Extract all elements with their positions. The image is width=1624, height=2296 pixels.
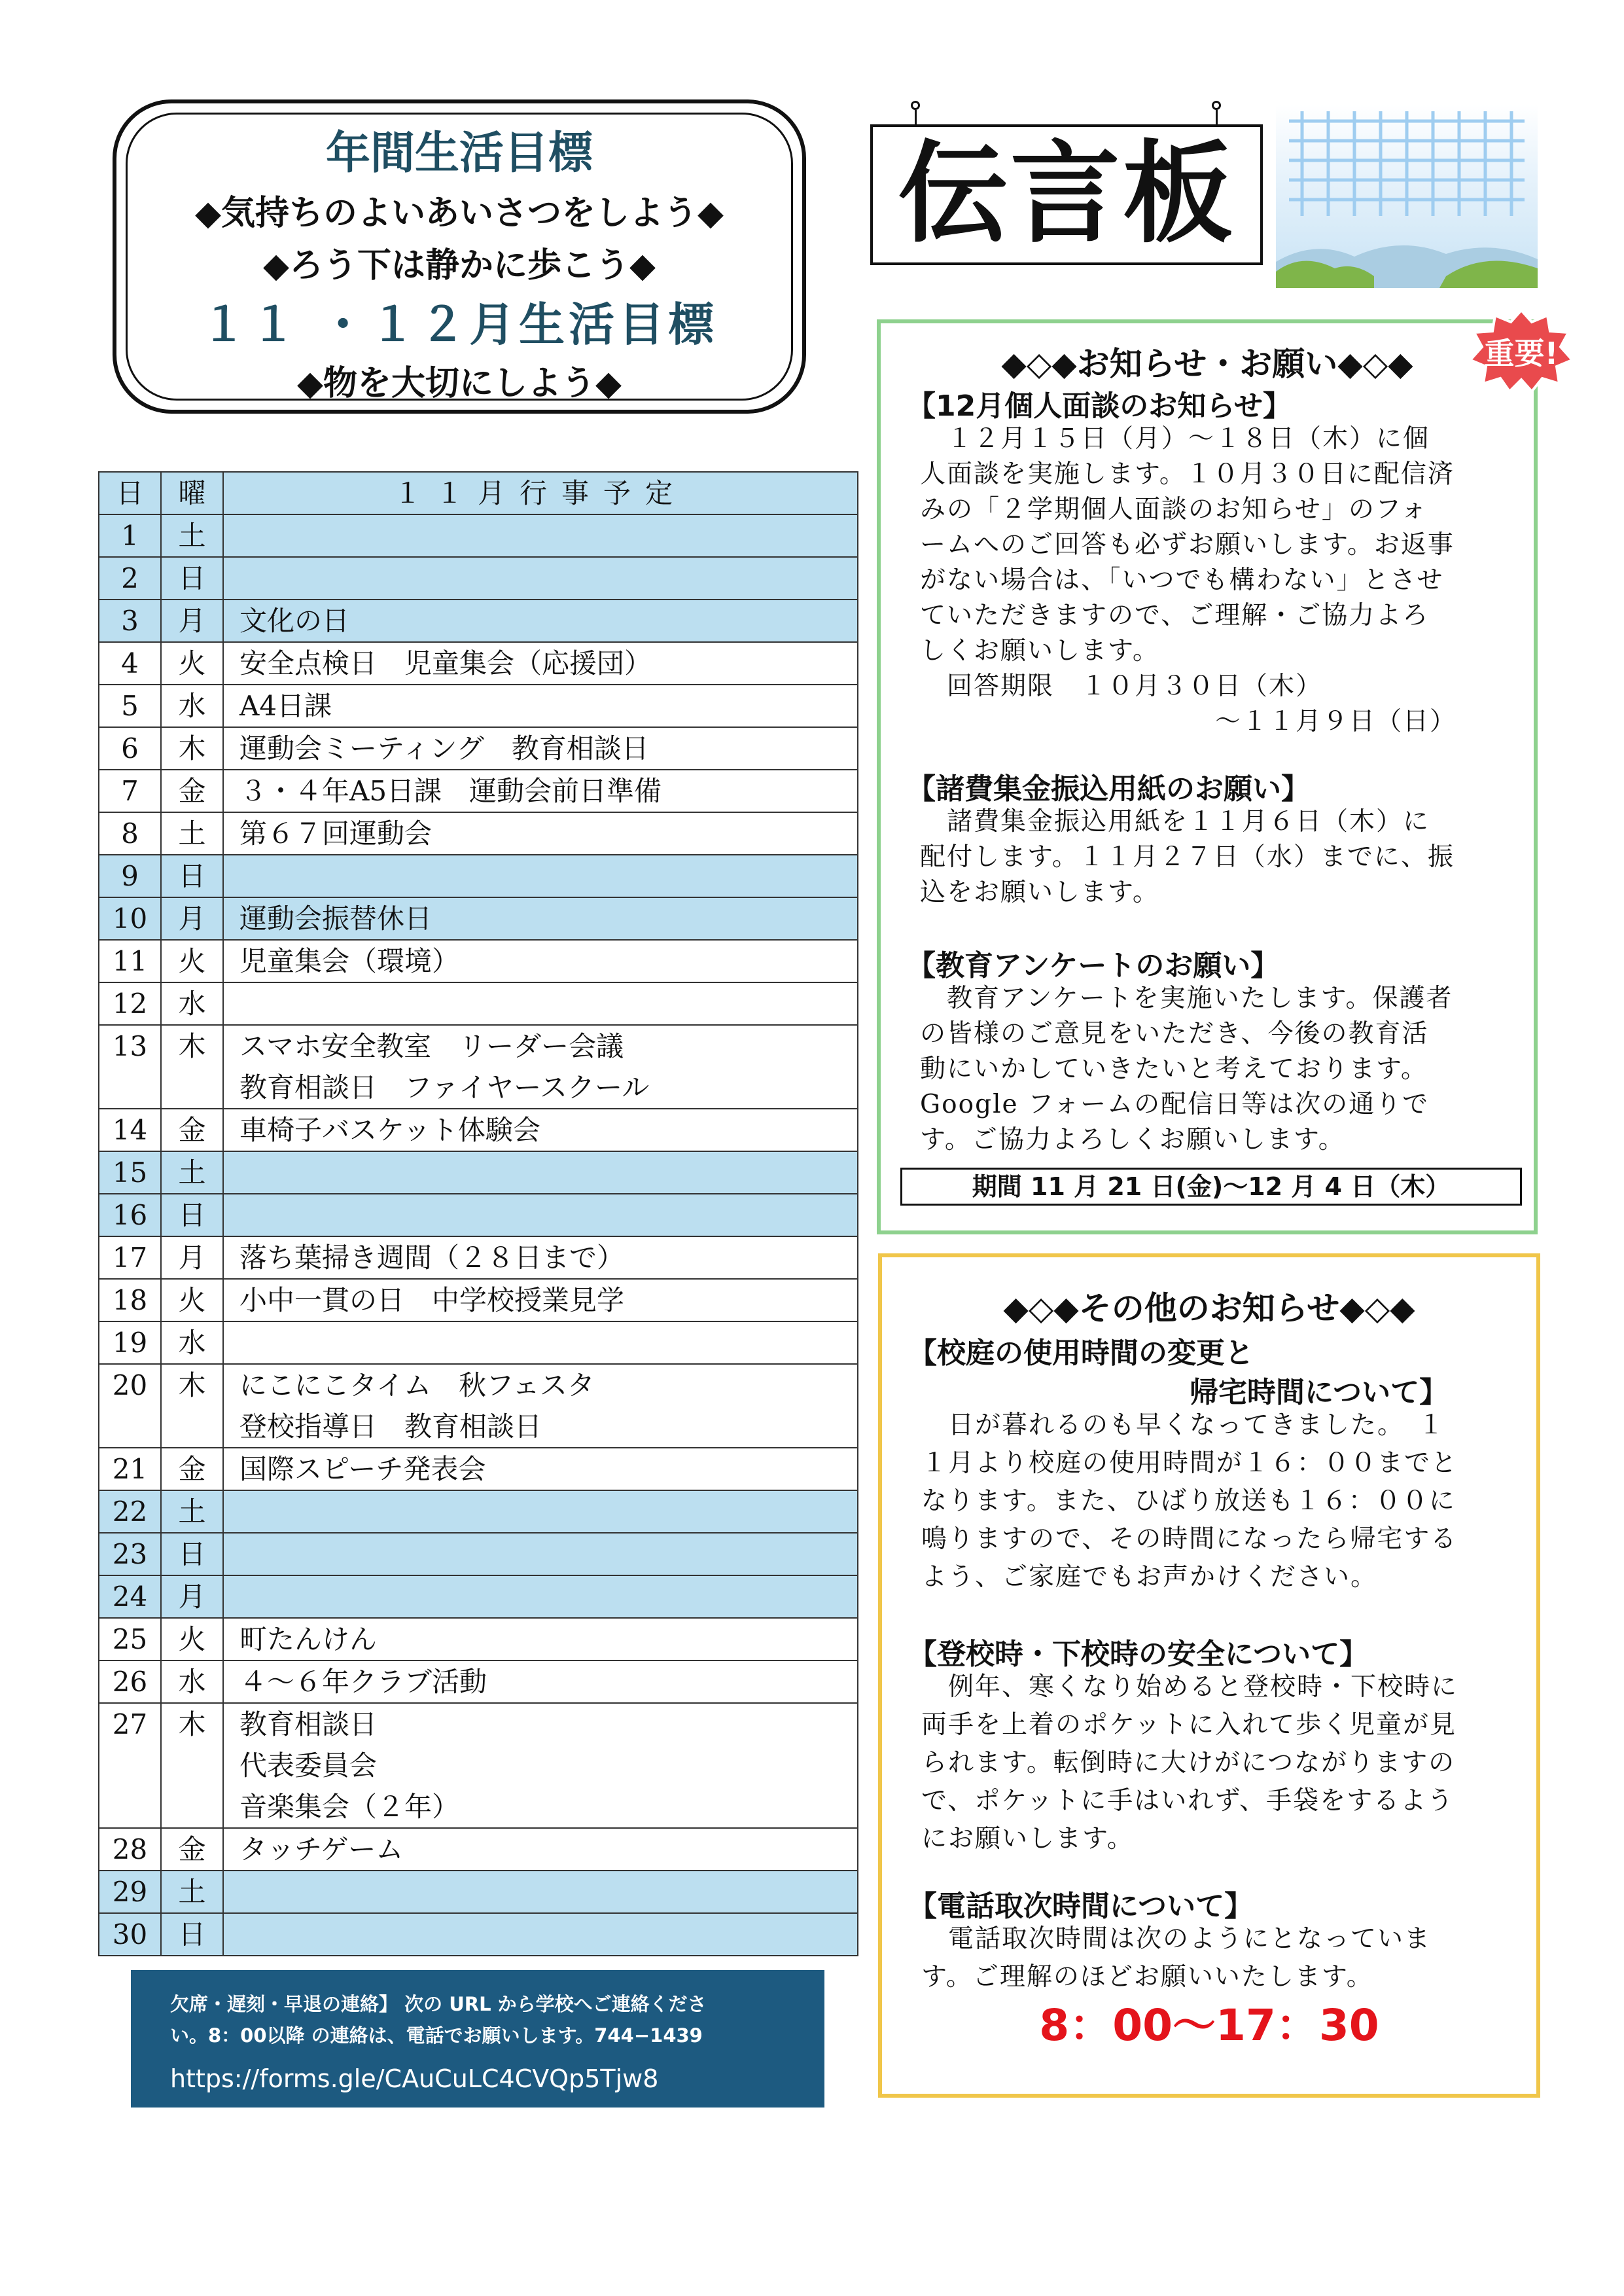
table-row [99, 1828, 858, 1871]
weekday-cell: 水 [161, 1321, 223, 1364]
events-cell [223, 514, 858, 557]
day-cell: 11 [99, 940, 161, 982]
weekday-cell: 月 [161, 600, 223, 642]
event-text [239, 983, 857, 1024]
table-row [99, 514, 858, 557]
events-cell [223, 727, 858, 770]
day-cell: 5 [99, 685, 161, 727]
events-cell [223, 770, 858, 812]
paragraph-line: 教育アンケートを実施いたします。保護者 [920, 984, 1453, 1013]
other-notices-box [878, 1253, 1540, 2098]
weekday-cell: 金 [161, 1109, 223, 1151]
table-row [99, 557, 858, 600]
weekday-cell: 木 [161, 1025, 223, 1109]
event-text [239, 1914, 857, 1955]
table-row [99, 1025, 858, 1109]
day-cell: 4 [99, 642, 161, 685]
events-cell [223, 982, 858, 1025]
day-cell: 30 [99, 1913, 161, 1956]
event-text: 国際スピーチ発表会 [239, 1453, 486, 1485]
table-row [99, 1364, 858, 1448]
playground-heading-2: 帰宅時間について】 [1190, 1376, 1449, 1409]
weekday-cell: 木 [161, 1703, 223, 1828]
badge-text: 重要! [1484, 336, 1559, 371]
annual-goal-1: ◆気持ちのよいあいさつをしよう◆ [195, 194, 724, 233]
events-cell [223, 1364, 858, 1448]
events-cell [223, 1321, 858, 1364]
event-text: 代表委員会 [239, 1749, 378, 1782]
weekday-cell: 水 [161, 982, 223, 1025]
day-cell: 13 [99, 1025, 161, 1109]
sign-hook-icon [1212, 101, 1221, 127]
event-text: 教育相談日 [239, 1708, 378, 1740]
sky-illustration [1276, 105, 1538, 288]
day-cell: 25 [99, 1618, 161, 1660]
events-cell [223, 600, 858, 642]
day-cell: 22 [99, 1490, 161, 1533]
events-cell [223, 1236, 858, 1279]
weekday-cell: 日 [161, 557, 223, 600]
table-row [99, 1703, 858, 1828]
events-cell [223, 940, 858, 982]
day-cell: 23 [99, 1533, 161, 1575]
weekday-cell: 木 [161, 727, 223, 770]
events-cell [223, 812, 858, 855]
events-cell [223, 1490, 858, 1533]
contact-form-link[interactable]: https://forms.gle/CAuCuLC4CVQp5Tjw8 [170, 2064, 659, 2093]
paragraph-line: 人面談を実施します。１０月３０日に配信済 [920, 459, 1455, 489]
table-row [99, 855, 858, 897]
day-cell: 21 [99, 1448, 161, 1490]
other-title: ◆◇◆その他のお知らせ◆◇◆ [1003, 1289, 1415, 1327]
phone-hours: 8：00～17：30 [1039, 2000, 1379, 2051]
paragraph-line: 込をお願いします。 [920, 878, 1159, 907]
notice-title: ◆◇◆お知らせ・お願い◆◇◆ [1001, 345, 1413, 383]
weekday-cell: 日 [161, 1194, 223, 1236]
paragraph-line: にお願いします。 [921, 1824, 1134, 1854]
contact-line-1: 欠席・遅刻・早退の連絡】 次の URL から学校へご連絡くださ [170, 1993, 707, 2015]
survey-heading: 【教育アンケートのお願い】 [907, 949, 1280, 982]
day-cell: 10 [99, 897, 161, 940]
survey-period: 期間 11 月 21 日(金)～12 月 4 日（木） [900, 1168, 1522, 1206]
day-cell: 2 [99, 557, 161, 600]
paragraph-line: １２月１５日（月）～１８日（木）に個 [920, 424, 1430, 454]
paragraph-line: よう、ご家庭でもお声かけください。 [921, 1562, 1378, 1592]
events-cell [223, 1448, 858, 1490]
day-cell: 18 [99, 1279, 161, 1321]
day-cell: 26 [99, 1660, 161, 1703]
weekday-cell: 金 [161, 770, 223, 812]
event-text: 児童集会（環境） [239, 945, 460, 977]
events-cell [223, 897, 858, 940]
event-text [239, 1322, 857, 1363]
paragraph-line: １月より校庭の使用時間が１６：００までと [921, 1448, 1458, 1478]
important-badge [1469, 308, 1574, 393]
day-cell: 19 [99, 1321, 161, 1364]
day-header: 日 [99, 472, 161, 514]
event-text: 安全点検日 児童集会（応援団） [239, 647, 652, 679]
paragraph-line: ていただきますので、ご理解・ご協力よろ [920, 601, 1430, 630]
weekday-cell: 日 [161, 1913, 223, 1956]
events-cell [223, 1109, 858, 1151]
paragraph-line: す。ご理解のほどお願いいたします。 [921, 1962, 1373, 1992]
playground-heading-1: 【校庭の使用時間の変更と [908, 1336, 1254, 1370]
monthly-goal-1: ◆物を大切にしよう◆ [297, 364, 622, 403]
paragraph-line: ームへのご回答も必ずお願いします。お返事 [920, 530, 1455, 560]
phone-heading: 【電話取次時間について】 [908, 1890, 1254, 1923]
table-row [99, 1533, 858, 1575]
event-text: 音楽集会（２年） [239, 1791, 460, 1823]
events-cell [223, 1703, 858, 1828]
paragraph-line: 配付します。１１月２７日（水）までに、振 [920, 842, 1455, 872]
weekday-cell: 月 [161, 1236, 223, 1279]
event-text [239, 1491, 857, 1532]
event-text: 車椅子バスケット体験会 [239, 1114, 540, 1146]
paragraph-line: の皆様のご意見をいただき、今後の教育活 [920, 1019, 1429, 1049]
dengonban-sign [870, 124, 1263, 265]
day-cell: 17 [99, 1236, 161, 1279]
table-row [99, 897, 858, 940]
paragraph-line: す。ご協力よろしくお願いします。 [920, 1125, 1345, 1155]
event-text: スマホ安全教室 リーダー会議 [239, 1030, 624, 1062]
event-text [239, 855, 857, 897]
paragraph-line: 動にいかしていきたいと考えております。 [920, 1054, 1428, 1084]
table-row [99, 727, 858, 770]
sign-hook-icon [911, 101, 920, 127]
table-row [99, 1109, 858, 1151]
weekday-cell: 金 [161, 1828, 223, 1871]
events-cell [223, 1025, 858, 1109]
event-text: 町たんけん [239, 1623, 378, 1655]
sky-landscape-icon [1276, 105, 1538, 288]
paragraph-line: 諸費集金振込用紙を１１月６日（木）に [920, 807, 1430, 836]
day-cell: 1 [99, 514, 161, 557]
weekday-cell: 土 [161, 1151, 223, 1194]
notice-box [877, 319, 1538, 1234]
events-cell [223, 557, 858, 600]
paragraph-line: 鳴りますので、その時間になったら帰宅する [921, 1524, 1458, 1554]
day-cell: 27 [99, 1703, 161, 1828]
table-row [99, 1321, 858, 1364]
events-cell [223, 1575, 858, 1618]
event-text: 登校指導日 教育相談日 [239, 1410, 542, 1443]
table-row [99, 1913, 858, 1956]
weekday-header: 曜 [161, 472, 223, 514]
life-goals-box [113, 99, 806, 414]
absence-contact-box [131, 1970, 824, 2108]
day-cell: 15 [99, 1151, 161, 1194]
paragraph-line: Google フォームの配信日等は次の通りで [920, 1090, 1430, 1119]
contact-line-2: い。8：00以降 の連絡は、電話でお願いします。744−1439 [170, 2024, 703, 2047]
paragraph-line: 電話取次時間は次のようにとなっていま [921, 1924, 1432, 1954]
weekday-cell: 火 [161, 642, 223, 685]
table-row [99, 1660, 858, 1703]
paragraph-line: なります。また、ひばり放送も１６：００に [921, 1486, 1456, 1516]
day-cell: 16 [99, 1194, 161, 1236]
events-header: １１月行事予定 [223, 472, 858, 514]
events-cell [223, 855, 858, 897]
weekday-cell: 日 [161, 1533, 223, 1575]
table-row [99, 685, 858, 727]
events-cell [223, 1279, 858, 1321]
weekday-cell: 土 [161, 1871, 223, 1913]
day-cell: 14 [99, 1109, 161, 1151]
day-cell: 3 [99, 600, 161, 642]
events-cell [223, 1151, 858, 1194]
event-text: 小中一貫の日 中学校授業見学 [239, 1284, 625, 1316]
event-text: 運動会ミーティング 教育相談日 [239, 732, 649, 764]
weekday-cell: 火 [161, 1279, 223, 1321]
event-text: 落ち葉掃き週間（２８日まで） [239, 1242, 625, 1274]
day-cell: 20 [99, 1364, 161, 1448]
paragraph-line: で、ポケットに手はいれず、手袋をするよう [921, 1786, 1455, 1816]
table-row [99, 770, 858, 812]
table-row [99, 1279, 858, 1321]
board-title: 伝言板 [898, 130, 1235, 258]
events-cell [223, 642, 858, 685]
weekday-cell: 土 [161, 1490, 223, 1533]
table-row [99, 1575, 858, 1618]
event-text [239, 1576, 857, 1617]
event-text: 運動会振替休日 [239, 903, 432, 935]
table-row [99, 940, 858, 982]
contact-text [170, 1988, 785, 2051]
paragraph-line: がない場合は、「いつでも構わない」とさせ [920, 565, 1444, 595]
event-text [239, 1194, 857, 1236]
safety-heading: 【登校時・下校時の安全について】 [908, 1638, 1369, 1671]
annual-goals-title: 年間生活目標 [325, 128, 593, 179]
table-row [99, 982, 858, 1025]
weekday-cell: 火 [161, 940, 223, 982]
table-row [99, 642, 858, 685]
events-cell [223, 1913, 858, 1956]
events-cell [223, 1618, 858, 1660]
paragraph-line: 日が暮れるのも早くなってきました。 １ [921, 1410, 1445, 1440]
event-text: 第６７回運動会 [239, 817, 432, 850]
day-cell: 28 [99, 1828, 161, 1871]
weekday-cell: 日 [161, 855, 223, 897]
paragraph-line: 例年、寒くなり始めると登校時・下校時に [921, 1672, 1458, 1702]
event-text [239, 515, 857, 556]
weekday-cell: 月 [161, 897, 223, 940]
annual-goal-2: ◆ろう下は静かに歩こう◆ [263, 246, 656, 285]
paragraph-line: みの「２学期個人面談のお知らせ」のフォ [920, 495, 1428, 524]
day-cell: 8 [99, 812, 161, 855]
table-header-row [99, 472, 858, 514]
monthly-goals-title: １１ ・１２月生活目標 [200, 298, 718, 351]
event-text [239, 1152, 857, 1193]
event-text: ３・４年A5日課 運動会前日準備 [239, 775, 662, 807]
paragraph-line: しくお願いします。 [920, 636, 1159, 666]
day-cell: 6 [99, 727, 161, 770]
interview-heading: 【12月個人面談のお知らせ】 [907, 389, 1292, 423]
november-events-table [98, 471, 858, 1956]
table-row [99, 1151, 858, 1194]
event-text [239, 1534, 857, 1575]
weekday-cell: 金 [161, 1448, 223, 1490]
event-text [239, 1871, 857, 1912]
table-row [99, 1194, 858, 1236]
events-cell [223, 1194, 858, 1236]
table-row [99, 600, 858, 642]
weekday-cell: 水 [161, 1660, 223, 1703]
table-row [99, 1448, 858, 1490]
paragraph-line: ～１１月９日（日） [920, 707, 1457, 736]
event-text: にこにこタイム 秋フェスタ [239, 1369, 595, 1401]
day-cell: 9 [99, 855, 161, 897]
events-cell [223, 685, 858, 727]
table-row [99, 812, 858, 855]
table-row [99, 1490, 858, 1533]
weekday-cell: 火 [161, 1618, 223, 1660]
table-row [99, 1871, 858, 1913]
day-cell: 12 [99, 982, 161, 1025]
weekday-cell: 水 [161, 685, 223, 727]
event-text: ４～６年クラブ活動 [239, 1666, 487, 1698]
event-text: A4日課 [239, 690, 332, 722]
day-cell: 24 [99, 1575, 161, 1618]
paragraph-line: 両手を上着のポケットに入れて歩く児童が見 [921, 1710, 1457, 1740]
weekday-cell: 土 [161, 812, 223, 855]
event-text [239, 558, 857, 599]
event-text: タッチゲーム [239, 1833, 404, 1865]
events-cell [223, 1871, 858, 1913]
weekday-cell: 土 [161, 514, 223, 557]
day-cell: 29 [99, 1871, 161, 1913]
day-cell: 7 [99, 770, 161, 812]
weekday-cell: 木 [161, 1364, 223, 1448]
paragraph-line: られます。転倒時に大けがにつながりますの [921, 1748, 1456, 1778]
table-row [99, 1236, 858, 1279]
events-cell [223, 1828, 858, 1871]
paragraph-line: 回答期限 １０月３０日（木） [920, 672, 1323, 701]
event-text: 文化の日 [239, 605, 350, 637]
table-row [99, 1618, 858, 1660]
events-cell [223, 1660, 858, 1703]
events-cell [223, 1533, 858, 1575]
fee-heading: 【諸費集金振込用紙のお願い】 [907, 772, 1310, 806]
weekday-cell: 月 [161, 1575, 223, 1618]
event-text: 教育相談日 ファイヤースクール [239, 1071, 650, 1103]
